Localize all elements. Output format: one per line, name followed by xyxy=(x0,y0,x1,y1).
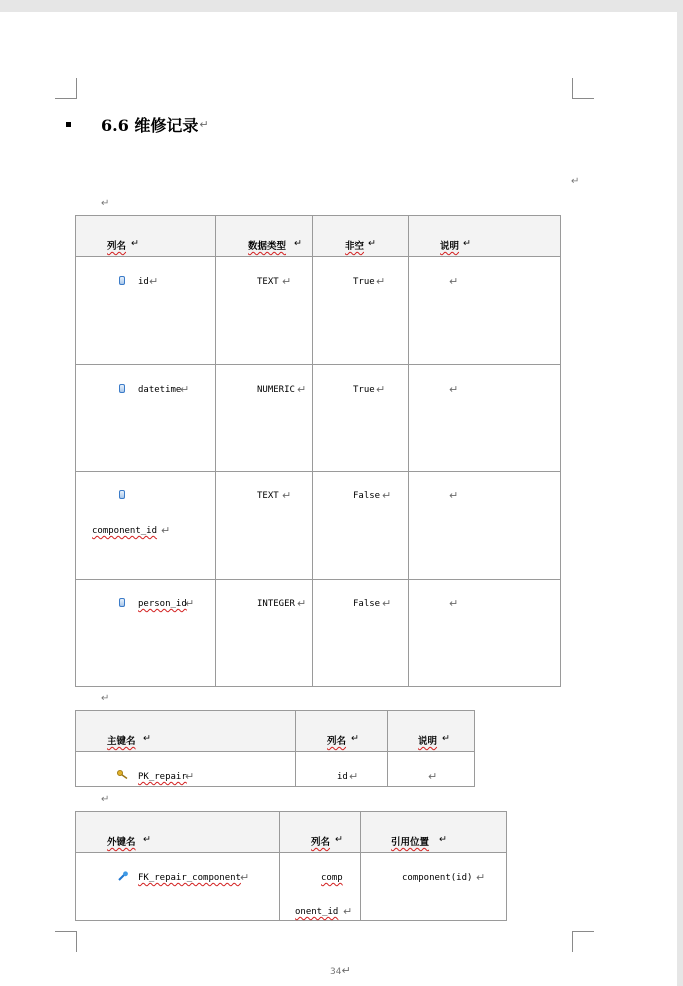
paragraph-mark: ↵ xyxy=(101,693,110,704)
primary-key-column-cell[interactable]: id ↵ xyxy=(296,752,388,787)
data-type-cell[interactable]: TEXT ↵ xyxy=(216,257,313,365)
header-cell: 数据类型 ↵ xyxy=(216,216,313,257)
table-header-row xyxy=(76,711,475,752)
foreign-key-column-cell[interactable]: comp onent_id ↵ xyxy=(280,853,361,921)
description-cell[interactable]: ↵ xyxy=(409,257,561,365)
paragraph-mark: ↵ xyxy=(101,794,110,805)
description-cell[interactable]: ↵ xyxy=(409,365,561,472)
primary-key-name-cell[interactable]: PK_repair ↵ xyxy=(76,752,296,787)
header-cell: 说明 ↵ xyxy=(388,711,475,752)
key-icon xyxy=(117,770,128,779)
table-row xyxy=(76,365,561,472)
header-cell: 列名 ↵ xyxy=(76,216,216,257)
header-cell: 非空 ↵ xyxy=(313,216,409,257)
header-cell: 外键名 ↵ xyxy=(76,812,280,853)
paragraph-mark: ↵ xyxy=(101,198,110,209)
crop-mark-bottom-left xyxy=(55,931,77,952)
column-icon xyxy=(119,490,125,499)
not-null-cell[interactable]: False ↵ xyxy=(313,472,409,580)
header-cell: 列名 ↵ xyxy=(280,812,361,853)
columns-table xyxy=(75,215,561,687)
table-row xyxy=(76,853,507,921)
description-cell[interactable]: ↵ xyxy=(409,580,561,687)
data-type-cell[interactable]: INTEGER ↵ xyxy=(216,580,313,687)
section-heading[interactable] xyxy=(66,112,209,136)
crop-mark-top-left xyxy=(55,78,77,99)
header-cell: 说明 ↵ xyxy=(409,216,561,257)
header-cell: 主键名 ↵ xyxy=(76,711,296,752)
table-row xyxy=(76,752,475,787)
table-row xyxy=(76,257,561,365)
column-icon xyxy=(119,276,125,285)
paragraph-mark: ↵ xyxy=(199,117,209,131)
paragraph-mark: ↵ xyxy=(571,176,580,187)
crop-mark-top-right xyxy=(572,78,594,99)
header-cell: 引用位置 ↵ xyxy=(361,812,507,853)
heading-bullet xyxy=(66,122,71,127)
foreign-key-table xyxy=(75,811,507,921)
page-number xyxy=(330,964,351,977)
crop-mark-bottom-right xyxy=(572,931,594,952)
section-title: 6.6 维修记录 xyxy=(101,115,199,135)
column-name-cell[interactable]: component_id ↵ xyxy=(76,472,216,580)
primary-key-table xyxy=(75,710,475,787)
page-number-value: 34 xyxy=(330,967,342,977)
column-icon xyxy=(119,384,125,393)
foreign-key-icon xyxy=(118,871,129,881)
column-name-cell[interactable]: id ↵ xyxy=(76,257,216,365)
description-cell[interactable]: ↵ xyxy=(409,472,561,580)
not-null-cell[interactable]: True ↵ xyxy=(313,365,409,472)
header-cell: 列名 ↵ xyxy=(296,711,388,752)
data-type-cell[interactable]: NUMERIC ↵ xyxy=(216,365,313,472)
not-null-cell[interactable]: True ↵ xyxy=(313,257,409,365)
not-null-cell[interactable]: False ↵ xyxy=(313,580,409,687)
table-header-row xyxy=(76,216,561,257)
table-header-row xyxy=(76,812,507,853)
column-icon xyxy=(119,598,125,607)
primary-key-description-cell[interactable]: ↵ xyxy=(388,752,475,787)
paragraph-mark: ↵ xyxy=(341,964,351,977)
document-page xyxy=(0,12,677,986)
table-row xyxy=(76,472,561,580)
data-type-cell[interactable]: TEXT ↵ xyxy=(216,472,313,580)
column-name-cell[interactable]: datetime ↵ xyxy=(76,365,216,472)
column-name-cell[interactable]: person_id ↵ xyxy=(76,580,216,687)
table-row xyxy=(76,580,561,687)
foreign-key-name-cell[interactable]: FK_repair_component ↵ xyxy=(76,853,280,921)
foreign-key-reference-cell[interactable]: component(id) ↵ xyxy=(361,853,507,921)
